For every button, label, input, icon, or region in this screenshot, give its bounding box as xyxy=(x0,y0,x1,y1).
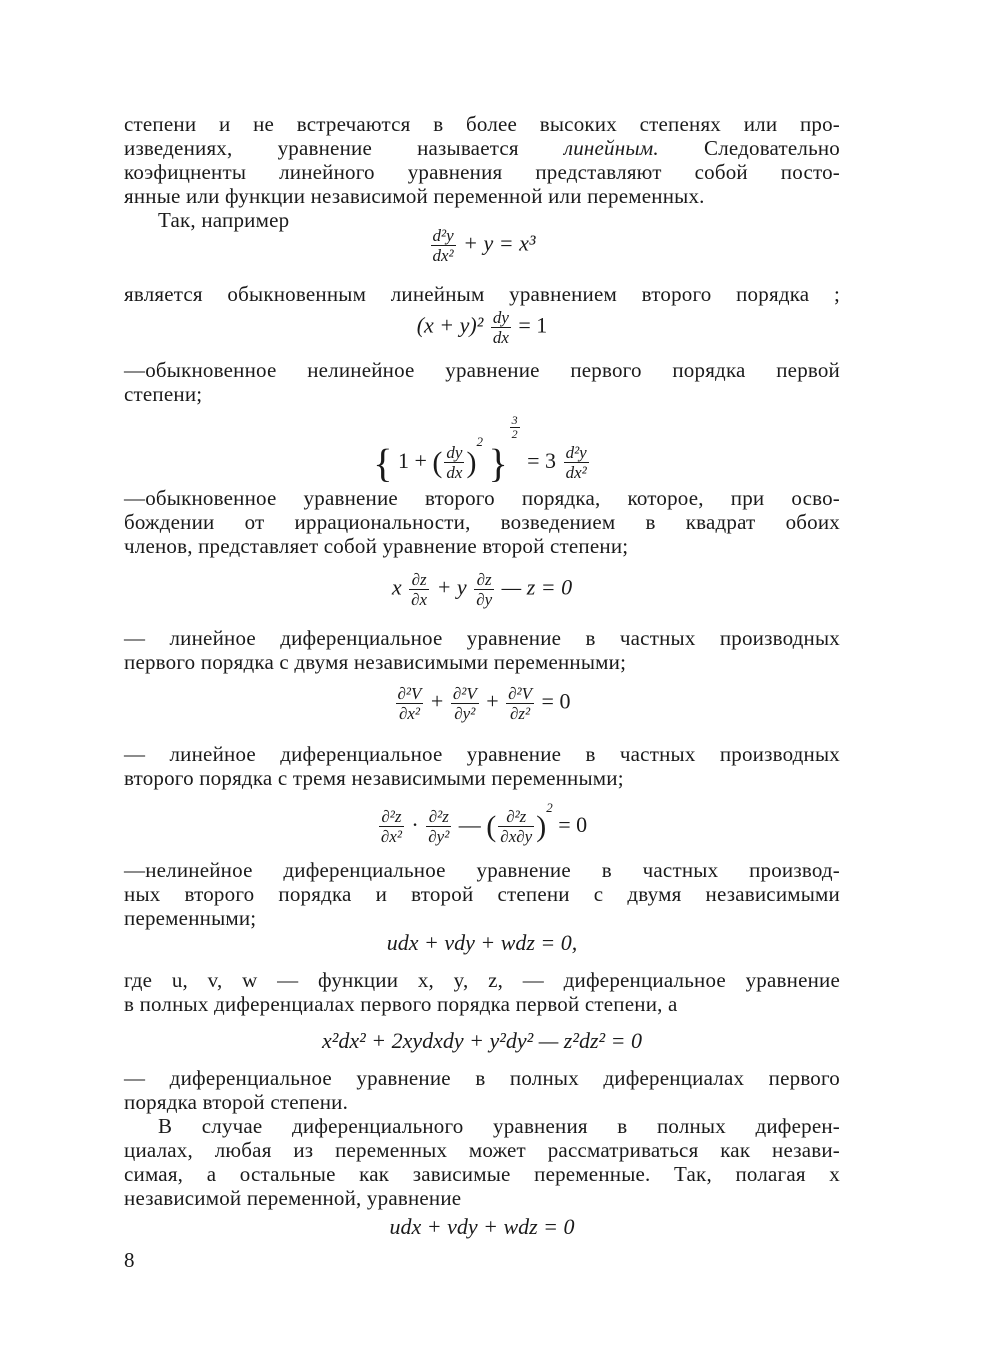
equation-5: $\frac{\text{∂²V}}{\text{∂x²}}$ + $\frac{\text{∂²V}}{\text{∂y²}}$ + $\frac{\text{∂²V}}{\text{∂z²}}$ = 0 xyxy=(397,684,571,723)
text-line: независимой переменной, уравнение xyxy=(124,1186,462,1210)
text-line: изведениях, уравнение называется линейным. Следовательно xyxy=(124,136,841,160)
text-line: —обыкновенное уравнение второго порядка, которое, при осво- xyxy=(124,486,840,510)
equation-9: udx + vdy + wdz = 0 xyxy=(389,1214,575,1239)
text-line: —нелинейное диференциальное уравнение в частных производ- xyxy=(124,858,840,882)
emphasis-term: линейным. xyxy=(563,136,659,160)
text-line: ных второго порядка и второй степени с двумя независимыми xyxy=(124,882,840,906)
text-line: —обыкновенное нелинейное уравнение первого порядка первой xyxy=(124,358,840,382)
text-line: где u, v, w — функции x, y, z, — диференциальное уравнение xyxy=(124,968,840,992)
text-line: порядка второй степени. xyxy=(124,1090,349,1114)
text-line: янные или функции независимой переменной или переменных. xyxy=(124,184,705,208)
text-line: симая, а остальные как зависимые переменные. Так, полагая x xyxy=(124,1162,840,1186)
equation-2: (x + y)² $\frac{dy}{dx}$ = 1 xyxy=(416,308,548,347)
text-line: Так, например xyxy=(158,208,290,232)
text-line: — линейное диференциальное уравнение в частных производных xyxy=(124,626,840,650)
text-line: переменными; xyxy=(124,906,257,930)
text-line: степени и не встречаются в более высоких степенях или про- xyxy=(124,112,840,136)
text-line: членов, представляет собой уравнение второй степени; xyxy=(124,534,629,558)
page-number: 8 xyxy=(124,1248,135,1272)
equation-8: x²dx² + 2xydxdy + y²dy² — z²dz² = 0 xyxy=(322,1028,642,1053)
text-line: является обыкновенным линейным уравнением второго порядка ; xyxy=(124,282,840,306)
text-line: степени; xyxy=(124,382,203,406)
text-line: в полных диференциалах первого порядка первой степени, а xyxy=(124,992,678,1016)
text-line: первого порядка с двумя независимыми переменными; xyxy=(124,650,627,674)
text-line: бождении от иррациональности, возведением в квадрат обоих xyxy=(124,510,840,534)
equation-4: x $\frac{\partial z}{\partial x}$ + y $\frac{\partial z}{\partial y}$ — z = 0 xyxy=(391,570,573,609)
equation-1: $\frac{\text{d²y}}{\text{dx²}}$ + y = x³ xyxy=(432,226,536,265)
text-line: циалах, любая из переменных может рассматриваться как незави- xyxy=(124,1138,840,1162)
equation-7: udx + vdy + wdz = 0, xyxy=(386,930,578,955)
text-line: второго порядка с тремя независимыми переменными; xyxy=(124,766,624,790)
equation-6: $\frac{\text{∂²z}}{\text{∂x²}}$ · $\frac{\text{∂²z}}{\text{∂y²}}$ — ( $\frac{\text{∂²z}}{\partial x\partial y}$ )$^2$ = 0 xyxy=(380,800,588,847)
text-line: коэфицненты линейного уравнения представляют собой посто- xyxy=(124,160,840,184)
text-line: — линейное диференциальное уравнение в частных производных xyxy=(124,742,840,766)
text-line: — диференциальное уравнение в полных диференциалах первого xyxy=(124,1066,840,1090)
text-line: В случае диференциального уравнения в полных диферен- xyxy=(158,1114,840,1138)
equation-3: { 1 + ( $\frac{dy}{dx}$ )$^2$ } $\frac{3}{2}$ = 3 $\frac{\text{d²y}}{\text{dx²}}$ xyxy=(373,413,587,486)
